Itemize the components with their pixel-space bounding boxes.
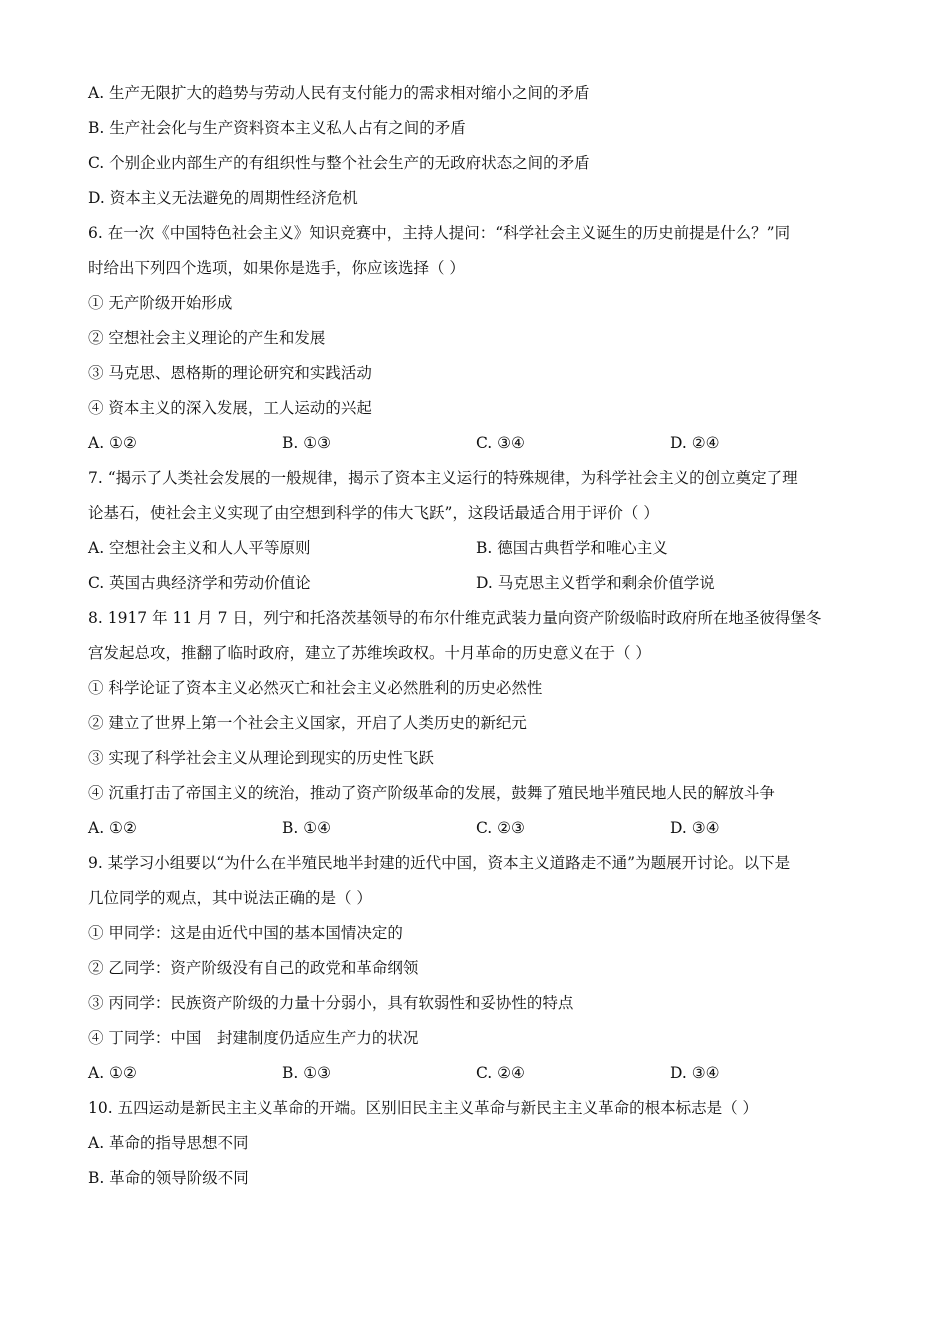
question-stem-line: 几位同学的观点，其中说法正确的是（ ）: [88, 889, 372, 907]
statement-item: ④ 丁同学：中国 封建制度仍适应生产力的状况: [88, 1029, 419, 1047]
statement-item: ① 甲同学：这是由近代中国的基本国情决定的: [88, 924, 403, 942]
option-a: A. ①②: [88, 1064, 137, 1082]
option-d: D. ③④: [670, 1064, 720, 1082]
question-8: [88, 601, 878, 846]
option-d: D. 马克思主义哲学和剩余价值学说: [476, 574, 715, 592]
option-b: B. 生产社会化与生产资料资本主义私人占有之间的矛盾: [88, 119, 466, 137]
statement-item: ③ 马克思、恩格斯的理论研究和实践活动: [88, 364, 372, 382]
option-a: A. 革命的指导思想不同: [88, 1134, 249, 1152]
option-a: A. ①②: [88, 434, 137, 452]
option-c: C. ②③: [476, 819, 525, 837]
statement-item: ④ 沉重打击了帝国主义的统治，推动了资产阶级革命的发展，鼓舞了殖民地半殖民地人民的解放斗争: [88, 784, 775, 802]
option-d: D. ②④: [670, 434, 720, 452]
question-stem-line: 7. “揭示了人类社会发展的一般规律，揭示了资本主义运行的特殊规律，为科学社会主义的创立奠定了理: [88, 469, 798, 487]
question-stem-line: 6. 在一次《中国特色社会主义》知识竞赛中，主持人提问：“科学社会主义诞生的历史前提是什么？”同: [88, 224, 791, 242]
option-c: C. ②④: [476, 1064, 525, 1082]
option-c: C. ③④: [476, 434, 525, 452]
statement-item: ③ 丙同学：民族资产阶级的力量十分弱小，具有软弱性和妥协性的特点: [88, 994, 574, 1012]
question-stem-line: 8. 1917 年 11 月 7 日，列宁和托洛茨基领导的布尔什维克武装力量向资产阶级临时政府所在地圣彼得堡冬: [88, 609, 822, 627]
option-b: B. 德国古典哲学和唯心主义: [476, 539, 668, 557]
question-stem-line: 10. 五四运动是新民主主义革命的开端。区别旧民主主义革命与新民主主义革命的根本标志是（ ）: [88, 1099, 759, 1117]
question-stem-line: 时给出下列四个选项，如果你是选手，你应该选择（ ）: [88, 259, 465, 277]
question-7: [88, 461, 878, 601]
statement-item: ② 空想社会主义理论的产生和发展: [88, 329, 326, 347]
statement-item: ① 科学论证了资本主义必然灭亡和社会主义必然胜利的历史必然性: [88, 679, 543, 697]
exam-page: [88, 76, 878, 1196]
option-c: C. 英国古典经济学和劳动价值论: [88, 574, 311, 592]
question-stem-line: 9. 某学习小组要以“为什么在半殖民地半封建的近代中国，资本主义道路走不通”为题展开讨论。以下是: [88, 854, 791, 872]
option-a: A. 生产无限扩大的趋势与劳动人民有支付能力的需求相对缩小之间的矛盾: [88, 84, 590, 102]
option-b: B. ①④: [282, 819, 332, 837]
option-d: D. 资本主义无法避免的周期性经济危机: [88, 189, 358, 207]
question-stem-line: 宫发起总攻，推翻了临时政府，建立了苏维埃政权。十月革命的历史意义在于（ ）: [88, 644, 651, 662]
option-d: D. ③④: [670, 819, 720, 837]
question-5-options: [88, 76, 878, 216]
option-b: B. 革命的领导阶级不同: [88, 1169, 249, 1187]
answer-options-row: [88, 531, 878, 566]
option-c: C. 个别企业内部生产的有组织性与整个社会生产的无政府状态之间的矛盾: [88, 154, 590, 172]
answer-options: [88, 1056, 878, 1091]
question-stem-line: 论基石，使社会主义实现了由空想到科学的伟大飞跃”，这段话最适合用于评价（ ）: [88, 504, 659, 522]
answer-options: [88, 811, 878, 846]
answer-options: [88, 426, 878, 461]
option-b: B. ①③: [282, 1064, 332, 1082]
answer-options-row: [88, 566, 878, 601]
statement-item: ② 乙同学：资产阶级没有自己的政党和革命纲领: [88, 959, 419, 977]
statement-item: ③ 实现了科学社会主义从理论到现实的历史性飞跃: [88, 749, 434, 767]
option-a: A. 空想社会主义和人人平等原则: [88, 539, 311, 557]
statement-item: ② 建立了世界上第一个社会主义国家，开启了人类历史的新纪元: [88, 714, 527, 732]
option-b: B. ①③: [282, 434, 332, 452]
statement-item: ① 无产阶级开始形成: [88, 294, 233, 312]
question-6: [88, 216, 878, 461]
statement-item: ④ 资本主义的深入发展，工人运动的兴起: [88, 399, 372, 417]
option-a: A. ①②: [88, 819, 137, 837]
question-9: [88, 846, 878, 1091]
question-10: [88, 1091, 878, 1196]
